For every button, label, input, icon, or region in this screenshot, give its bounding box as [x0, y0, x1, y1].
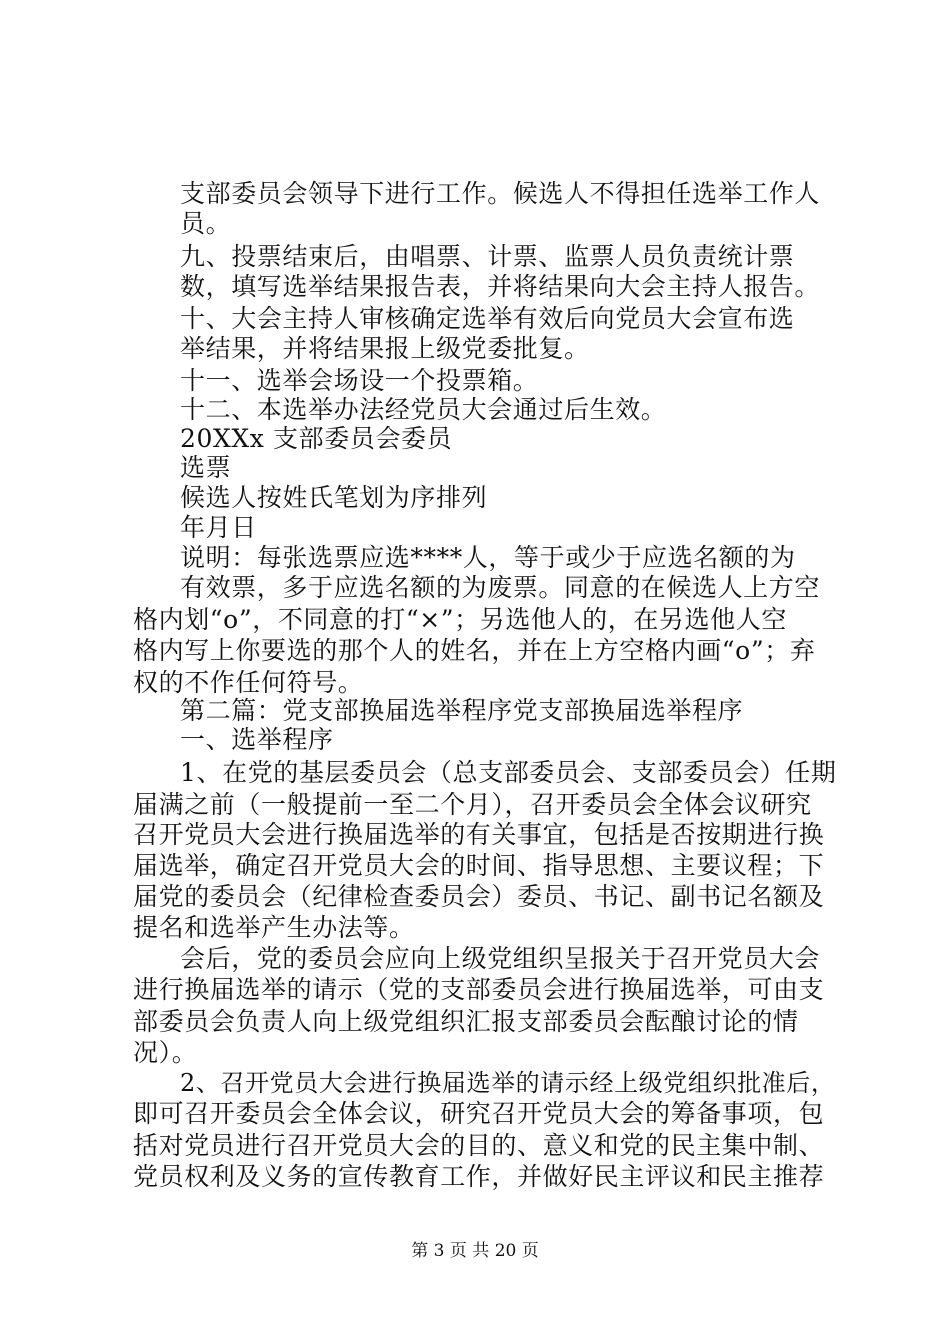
text-line: 党员权利及义务的宣传教育工作，并做好民主评议和民主推荐	[133, 1162, 825, 1191]
text-line: 即可召开委员会全体会议，研究召开党员大会的筹备事项，包	[133, 1099, 825, 1128]
text-line: 况）。	[133, 1038, 198, 1067]
text-line: 九、投票结束后，由唱票、计票、监票人员负责统计票	[180, 242, 795, 271]
text-line: 权的不作任何符号。	[133, 668, 364, 697]
text-line: 十、大会主持人审核确定选举有效后向党员大会宣布选	[180, 304, 795, 333]
text-line: 有效票，多于应选名额的为废票。同意的在候选人上方空	[180, 573, 821, 602]
text-line: 届党的委员会（纪律检查委员会）委员、书记、副书记名额及	[133, 882, 825, 911]
text-line: 部委员会负责人向上级党组织汇报支部委员会酝酿讨论的情	[133, 1007, 799, 1036]
text-line: 十二、本选举办法经党员大会通过后生效。	[180, 395, 667, 424]
text-line: 候选人按姓氏笔划为序排列	[180, 483, 488, 512]
page-number-footer: 第 3 页 共 20 页	[411, 1241, 539, 1261]
text-line: 员。	[180, 209, 232, 238]
text-line: 一、选举程序	[180, 725, 334, 754]
text-line: 1、在党的基层委员会（总支部委员会、支部委员会）任期	[180, 758, 837, 787]
text-line: 会后，党的委员会应向上级党组织呈报关于召开党员大会	[180, 944, 821, 973]
text-line: 格内写上你要选的那个人的姓名，并在上方空格内画“o”；弃	[133, 636, 816, 665]
text-line: 十一、选举会场设一个投票箱。	[180, 366, 539, 395]
text-line: 召开党员大会进行换届选举的有关事宜，包括是否按期进行换	[133, 820, 825, 849]
text-line: 说明：每张选票应选****人，等于或少于应选名额的为	[180, 543, 796, 572]
text-line: 届满之前（一般提前一至二个月），召开委员会全体会议研究	[133, 790, 812, 819]
text-line: 2、召开党员大会进行换届选举的请示经上级党组织批准后，	[180, 1069, 836, 1097]
text-line: 年月日	[180, 513, 257, 542]
text-line: 数，填写选举结果报告表，并将结果向大会主持人报告。	[180, 272, 821, 301]
text-line: 格内划“o”，不同意的打“×”；另选他人的，在另选他人空	[133, 605, 787, 634]
text-line: 举结果，并将结果报上级党委批复。	[180, 334, 590, 363]
text-line: 提名和选举产生办法等。	[133, 913, 415, 942]
text-line: 括对党员进行召开党员大会的目的、意义和党的民主集中制、	[133, 1131, 825, 1160]
text-line: 支部委员会领导下进行工作。候选人不得担任选举工作人	[180, 179, 821, 208]
text-line: 进行换届选举的请示（党的支部委员会进行换届选举，可由支	[133, 975, 825, 1004]
text-line: 选票	[180, 453, 232, 482]
text-line: 届选举，确定召开党员大会的时间、指导思想、主要议程；下	[133, 851, 825, 880]
text-line: 第二篇：党支部换届选举程序党支部换届选举程序	[180, 696, 744, 725]
text-line: 20XXx 支部委员会委员	[180, 424, 453, 453]
